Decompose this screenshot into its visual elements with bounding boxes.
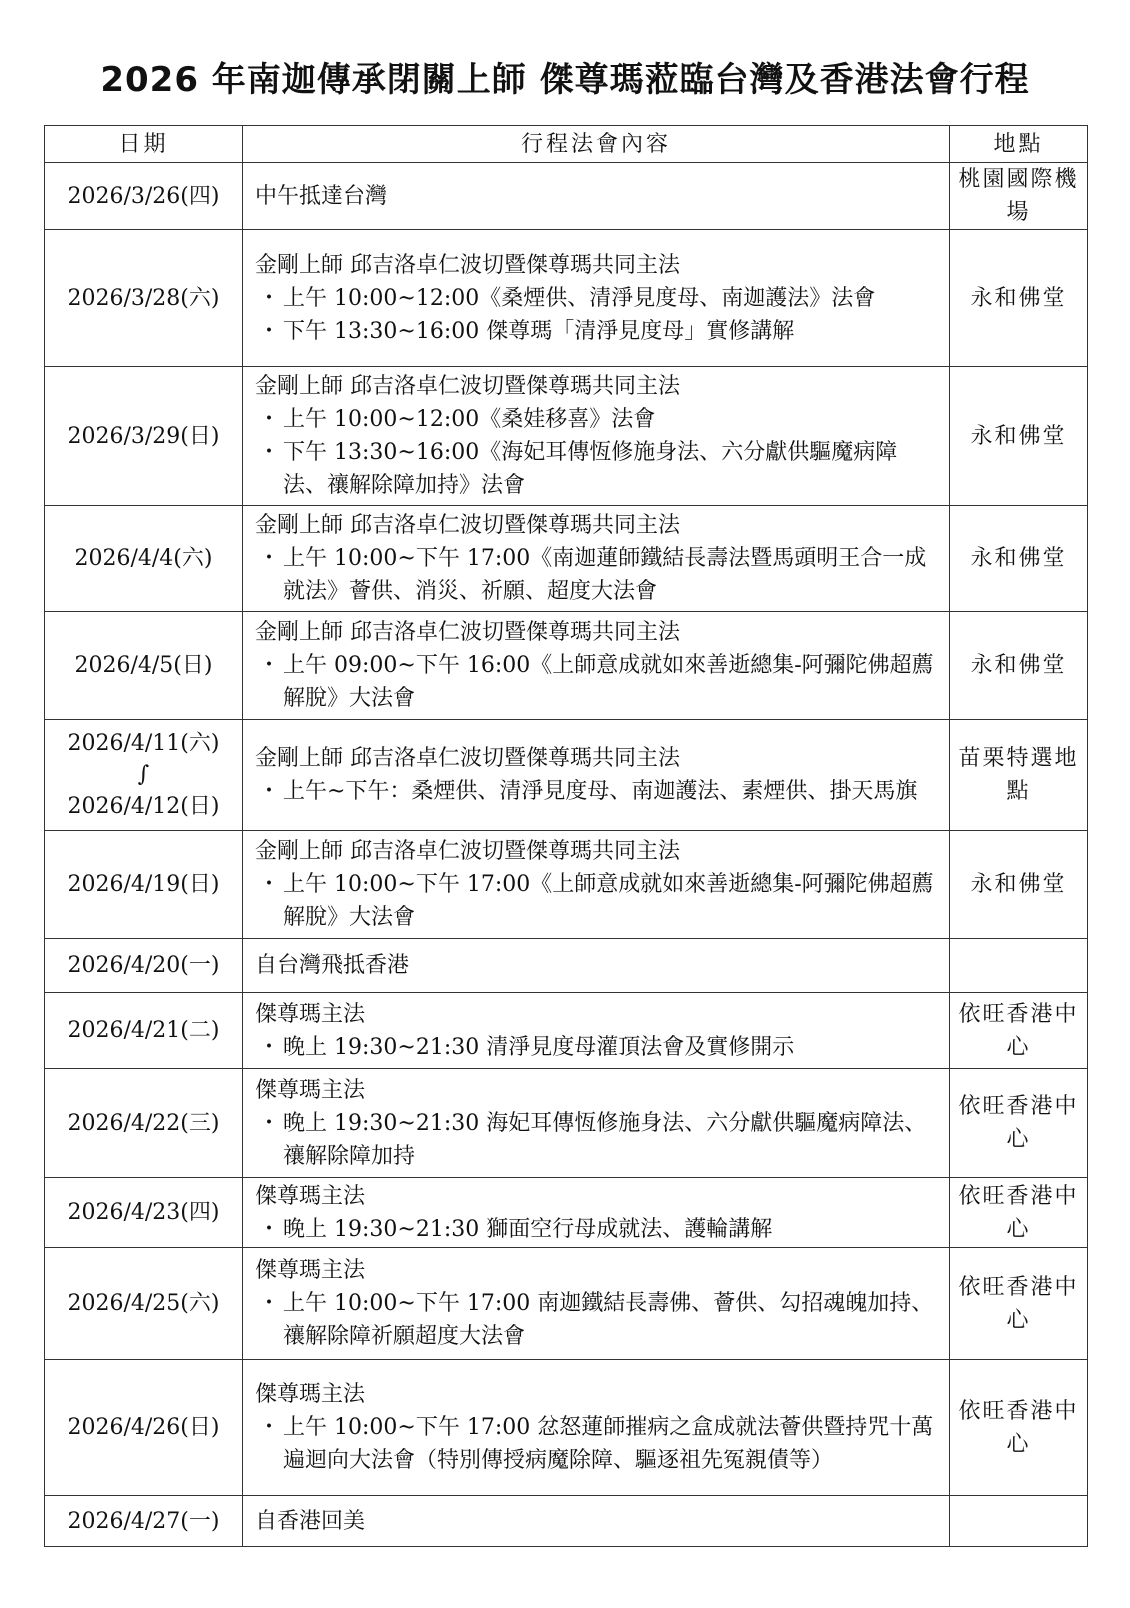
date-cell — [45, 230, 243, 367]
date-cell — [45, 939, 243, 993]
content-cell — [243, 720, 950, 831]
header-date: 日期 — [45, 126, 243, 163]
list-item-text: 上午 09:00~下午 16:00《上師意成就如來善逝總集-阿彌陀佛超薦解脫》大法會 — [283, 653, 934, 711]
date-text: 2026/4/19(日) — [67, 872, 220, 897]
list-item-text: 上午~下午：桑煙供、清淨見度母、南迦護法、素煙供、掛天馬旗 — [283, 779, 918, 804]
date-text: 2026/4/4(六) — [74, 546, 213, 571]
bullet-icon: ・ — [257, 1291, 280, 1316]
table-row — [45, 1248, 1088, 1360]
list-item-text: 下午 13:30~16:00 傑尊瑪「清淨見度母」實修講解 — [283, 318, 795, 344]
list-item-text: 晚上 19:30~21:30 海妃耳傳恆修施身法、六分獻供驅魔病障法、禳解除障加持 — [283, 1110, 927, 1169]
date-cell — [45, 993, 243, 1069]
date-end-text: 2026/4/12(日) — [67, 794, 220, 819]
date-text: 2026/4/21(二) — [67, 1018, 220, 1043]
table-row — [45, 506, 1088, 612]
content-line: 金剛上師 邱吉洛卓仁波切暨傑尊瑪共同主法 — [255, 620, 680, 645]
location-cell: 永和佛堂 — [950, 367, 1088, 506]
location-cell: 桃園國際機場 — [950, 163, 1088, 230]
list-item — [255, 1287, 941, 1353]
bullet-icon: ・ — [257, 318, 280, 344]
content-cell — [243, 506, 950, 612]
list-item-text: 上午 10:00~下午 17:00《南迦蓮師鐵結長壽法暨馬頭明王合一成就法》薈供、消災、祈願、超度大法會 — [283, 546, 927, 604]
date-cell — [45, 1496, 243, 1547]
bullet-icon: ・ — [257, 546, 280, 571]
bullet-icon: ・ — [257, 285, 280, 311]
date-text: 2026/4/20(一) — [67, 953, 220, 978]
location-cell: 苗栗特選地點 — [950, 720, 1088, 831]
date-text: 2026/4/5(日) — [74, 653, 213, 678]
content-line: 傑尊瑪主法 — [255, 1183, 366, 1209]
table-row — [45, 720, 1088, 831]
date-text: 2026/3/26(四) — [67, 183, 220, 209]
schedule-table — [44, 125, 1088, 1547]
table-row — [45, 1069, 1088, 1178]
list-item — [255, 436, 941, 502]
content-cell — [243, 230, 950, 367]
location-cell: 依旺香港中心 — [950, 993, 1088, 1069]
list-item — [255, 1411, 941, 1477]
date-cell — [45, 367, 243, 506]
list-item-text: 上午 10:00~下午 17:00《上師意成就如來善逝總集-阿彌陀佛超薦解脫》大法會 — [283, 872, 934, 930]
date-text: 2026/4/27(一) — [67, 1508, 220, 1534]
bullet-icon: ・ — [257, 407, 280, 432]
content-line: 自香港回美 — [255, 1508, 366, 1534]
list-item-text: 上午 10:00~下午 17:00 忿怒蓮師摧病之盒成就法薈供暨持咒十萬遍迴向大法會（特別傳授病魔除障、驅逐祖先冤親債等） — [283, 1415, 934, 1473]
content-line: 傑尊瑪主法 — [255, 1382, 366, 1407]
content-cell — [243, 1178, 950, 1248]
content-line: 金剛上師 邱吉洛卓仁波切暨傑尊瑪共同主法 — [255, 513, 680, 538]
table-row — [45, 612, 1088, 720]
content-cell — [243, 993, 950, 1069]
date-cell — [45, 163, 243, 230]
list-item — [255, 1107, 941, 1173]
table-row — [45, 163, 1088, 230]
date-text: 2026/4/23(四) — [67, 1200, 220, 1225]
table-row — [45, 367, 1088, 506]
table-row — [45, 939, 1088, 993]
date-cell — [45, 831, 243, 939]
list-item-text: 下午 13:30~16:00《海妃耳傳恆修施身法、六分獻供驅魔病障法、禳解除障加持》法會 — [283, 440, 898, 498]
location-cell: 依旺香港中心 — [950, 1069, 1088, 1178]
content-cell — [243, 612, 950, 720]
date-cell — [45, 612, 243, 720]
location-cell: 依旺香港中心 — [950, 1360, 1088, 1496]
list-item — [255, 315, 941, 348]
table-row — [45, 230, 1088, 367]
list-item-text: 上午 10:00~12:00《桑煙供、清淨見度母、南迦護法》法會 — [283, 285, 876, 311]
content-cell — [243, 163, 950, 230]
content-line: 中午抵達台灣 — [255, 183, 388, 209]
table-row — [45, 1360, 1088, 1496]
list-item — [255, 542, 941, 608]
table-row — [45, 1178, 1088, 1248]
location-cell — [950, 1496, 1088, 1547]
date-range-separator: ∫ — [137, 762, 150, 787]
list-item — [255, 775, 941, 808]
bullet-icon: ・ — [257, 1216, 280, 1242]
content-line: 自台灣飛抵香港 — [255, 953, 410, 978]
content-cell — [243, 939, 950, 993]
content-line: 金剛上師 邱吉洛卓仁波切暨傑尊瑪共同主法 — [255, 252, 680, 278]
location-cell: 永和佛堂 — [950, 506, 1088, 612]
date-cell — [45, 506, 243, 612]
location-cell: 依旺香港中心 — [950, 1248, 1088, 1360]
bullet-icon: ・ — [257, 1110, 280, 1136]
date-text: 2026/3/29(日) — [67, 423, 220, 449]
content-line: 傑尊瑪主法 — [255, 1077, 366, 1103]
list-item-text: 上午 10:00~12:00《桑娃移喜》法會 — [283, 407, 656, 432]
bullet-icon: ・ — [257, 872, 280, 897]
date-cell — [45, 1360, 243, 1496]
content-cell — [243, 1496, 950, 1547]
table-row — [45, 1496, 1088, 1547]
date-cell — [45, 720, 243, 831]
content-cell — [243, 1248, 950, 1360]
location-cell: 永和佛堂 — [950, 831, 1088, 939]
content-cell — [243, 831, 950, 939]
date-text: 2026/3/28(六) — [67, 285, 220, 311]
list-item — [255, 1031, 941, 1064]
list-item-text: 晚上 19:30~21:30 獅面空行母成就法、護輪講解 — [283, 1216, 773, 1242]
list-item — [255, 649, 941, 715]
content-line: 金剛上師 邱吉洛卓仁波切暨傑尊瑪共同主法 — [255, 374, 680, 399]
document-title: 2026 年南迦傳承閉關上師 傑尊瑪蒞臨台灣及香港法會行程 — [100, 60, 1030, 100]
table-header-row — [45, 126, 1088, 163]
date-cell — [45, 1248, 243, 1360]
location-cell: 永和佛堂 — [950, 612, 1088, 720]
list-item — [255, 868, 941, 934]
bullet-icon: ・ — [257, 1034, 280, 1060]
content-cell — [243, 367, 950, 506]
header-content: 行程法會內容 — [243, 126, 950, 163]
date-text: 2026/4/25(六) — [67, 1291, 220, 1316]
bullet-icon: ・ — [257, 779, 280, 804]
content-cell — [243, 1069, 950, 1178]
date-text: 2026/4/11(六) — [67, 731, 220, 756]
date-cell — [45, 1069, 243, 1178]
location-cell: 依旺香港中心 — [950, 1178, 1088, 1248]
bullet-icon: ・ — [257, 1415, 280, 1440]
date-cell — [45, 1178, 243, 1248]
table-row — [45, 831, 1088, 939]
table-row — [45, 993, 1088, 1069]
location-cell: 永和佛堂 — [950, 230, 1088, 367]
list-item — [255, 282, 941, 315]
list-item-text: 晚上 19:30~21:30 清淨見度母灌頂法會及實修開示 — [283, 1034, 795, 1060]
list-item-text: 上午 10:00~下午 17:00 南迦鐵結長壽佛、薈供、勾招魂魄加持、禳解除障祈願超度大法會 — [283, 1291, 934, 1349]
content-cell — [243, 1360, 950, 1496]
location-cell — [950, 939, 1088, 993]
content-line: 傑尊瑪主法 — [255, 1001, 366, 1027]
content-line: 金剛上師 邱吉洛卓仁波切暨傑尊瑪共同主法 — [255, 839, 680, 864]
list-item — [255, 1213, 941, 1246]
content-line: 金剛上師 邱吉洛卓仁波切暨傑尊瑪共同主法 — [255, 746, 680, 771]
bullet-icon: ・ — [257, 440, 280, 465]
bullet-icon: ・ — [257, 653, 280, 678]
content-line: 傑尊瑪主法 — [255, 1258, 366, 1283]
schedule-body — [45, 163, 1088, 1547]
date-text: 2026/4/22(三) — [67, 1110, 220, 1136]
header-location: 地點 — [950, 126, 1088, 163]
date-text: 2026/4/26(日) — [67, 1415, 220, 1440]
list-item — [255, 403, 941, 436]
